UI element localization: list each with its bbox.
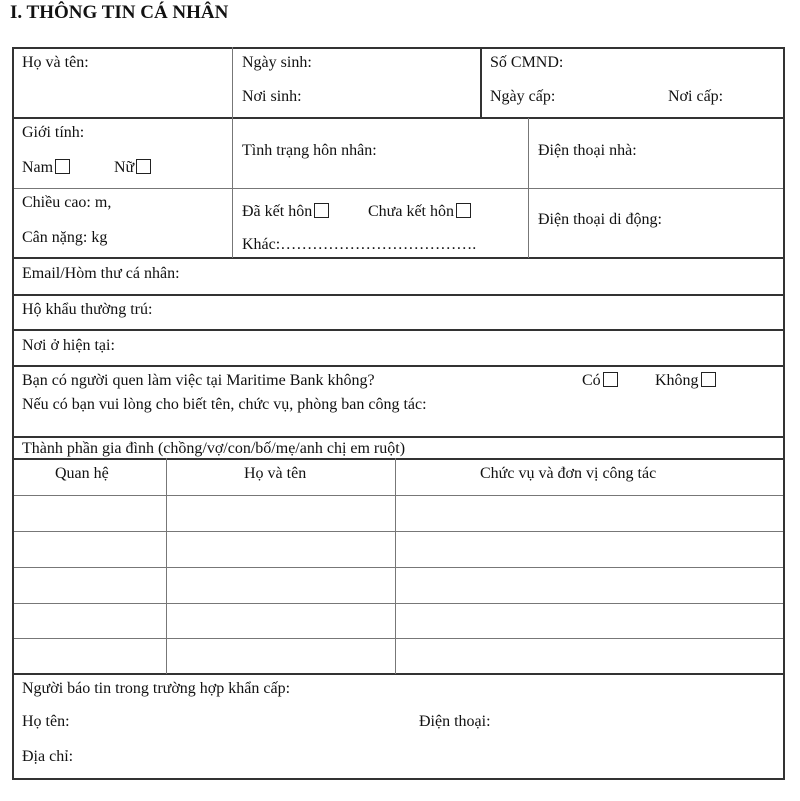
yes-checkbox[interactable] — [603, 372, 618, 387]
height-label: Chiều cao: m, — [22, 194, 112, 211]
emergency-address-label: Địa chỉ: — [22, 748, 74, 765]
single-checkbox[interactable] — [456, 203, 471, 218]
male-label: Nam — [22, 159, 54, 176]
name-label: Họ và tên: — [22, 54, 89, 71]
no-checkbox[interactable] — [701, 372, 716, 387]
family-header-relation: Quan hệ — [55, 465, 109, 482]
male-checkbox[interactable] — [55, 159, 70, 174]
acquaint-question: Bạn có người quen làm việc tại Maritime Bank không? — [22, 372, 375, 389]
male-option[interactable] — [22, 159, 70, 177]
acquaint-yes-option[interactable] — [582, 372, 618, 390]
female-label: Nữ — [114, 159, 135, 176]
female-option[interactable] — [114, 159, 151, 177]
weight-label: Cân nặng: kg — [22, 229, 108, 246]
married-label: Đã kết hôn — [242, 203, 313, 220]
family-title: Thành phần gia đình (chồng/vợ/con/bố/mẹ/anh chị em ruột) — [22, 440, 406, 457]
acquaint-no-option[interactable] — [655, 372, 716, 390]
family-header-position: Chức vụ và đơn vị công tác — [480, 465, 657, 482]
gender-label: Giới tính: — [22, 124, 85, 141]
dob-label: Ngày sinh: — [242, 54, 312, 71]
no-label: Không — [655, 372, 699, 389]
home-phone-label: Điện thoại nhà: — [538, 142, 637, 159]
mobile-label: Điện thoại di động: — [538, 211, 662, 228]
emergency-phone-label: Điện thoại: — [419, 713, 491, 730]
section-title: I. THÔNG TIN CÁ NHÂN — [10, 2, 229, 23]
married-option[interactable] — [242, 203, 329, 221]
issue-place-label: Nơi cấp: — [668, 88, 724, 105]
email-label: Email/Hòm thư cá nhân: — [22, 265, 180, 282]
pob-label: Nơi sinh: — [242, 88, 302, 105]
acquaint-detail: Nếu có bạn vui lòng cho biết tên, chức vụ, phòng ban công tác: — [22, 396, 427, 413]
family-header-name: Họ và tên — [244, 465, 307, 482]
single-option[interactable] — [368, 203, 471, 221]
other-field[interactable]: Khác:………………………………. — [242, 236, 477, 253]
marital-label: Tình trạng hôn nhân: — [242, 142, 377, 159]
yes-label: Có — [582, 372, 601, 389]
married-checkbox[interactable] — [314, 203, 329, 218]
current-address-label: Nơi ở hiện tại: — [22, 337, 115, 354]
female-checkbox[interactable] — [136, 159, 151, 174]
id-label: Số CMND: — [490, 54, 564, 71]
residence-label: Hộ khẩu thường trú: — [22, 301, 153, 318]
issue-date-label: Ngày cấp: — [490, 88, 556, 105]
emergency-name-label: Họ tên: — [22, 713, 70, 730]
emergency-title: Người báo tin trong trường hợp khẩn cấp: — [22, 680, 291, 697]
single-label: Chưa kết hôn — [368, 203, 454, 220]
